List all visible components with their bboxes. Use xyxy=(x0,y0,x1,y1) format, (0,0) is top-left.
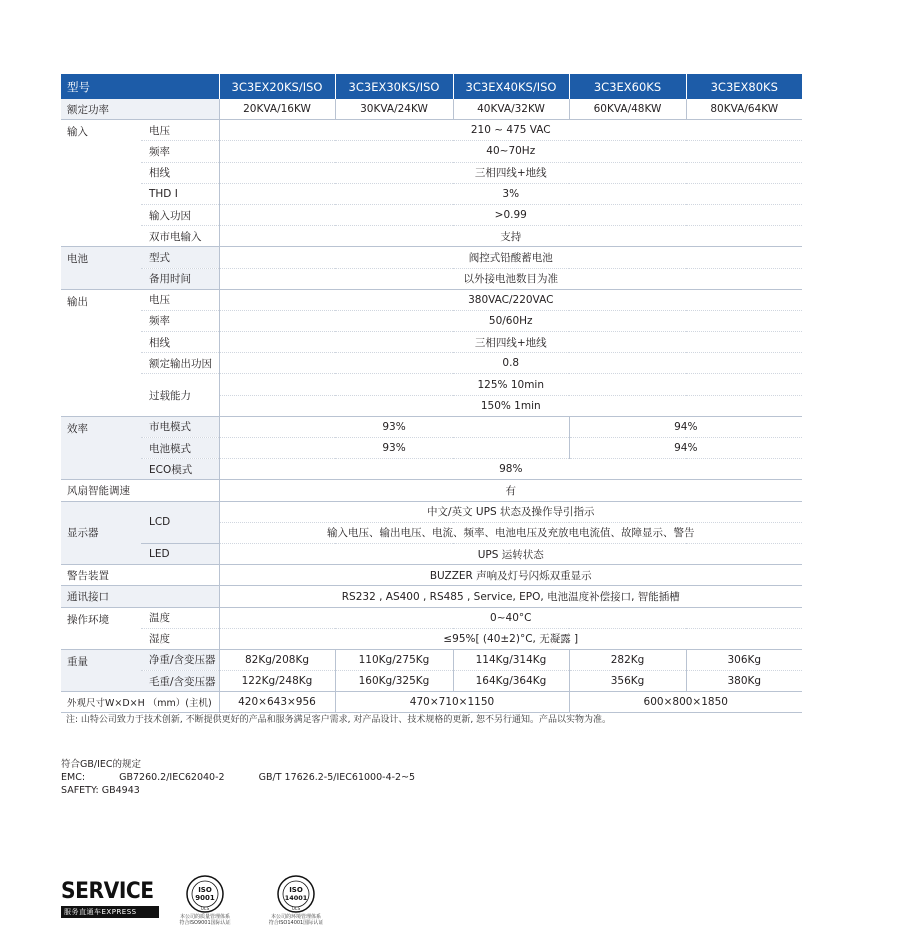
group-label: 重量 xyxy=(61,649,141,691)
svg-text:14001: 14001 xyxy=(284,894,308,902)
safety-line: SAFETY: GB4943 xyxy=(61,785,140,796)
table-row xyxy=(61,99,802,120)
sub-label: LED xyxy=(141,543,219,564)
table-row xyxy=(61,183,802,204)
sub-label: 频率 xyxy=(141,141,219,162)
sub-label: LCD xyxy=(141,501,219,543)
service-logo-text: SERVICE xyxy=(61,879,154,904)
row-label: 额定功率 xyxy=(61,99,219,120)
emc-label: EMC: xyxy=(61,772,86,783)
spec-table xyxy=(61,74,802,713)
sub-label: 毛重/含变压器 xyxy=(141,671,219,692)
cell: 210 ~ 475 VAC xyxy=(219,120,802,141)
cell: 470×710×1150 xyxy=(335,692,569,713)
table-row xyxy=(61,141,802,162)
cell: 114Kg/314Kg xyxy=(453,649,569,670)
cell: BUZZER 声响及灯号闪烁双重显示 xyxy=(219,565,802,586)
cell: 60KVA/48KW xyxy=(569,99,686,120)
cell: 0~40°C xyxy=(219,607,802,628)
sub-label: 净重/含变压器 xyxy=(141,649,219,670)
cell: 420×643×956 xyxy=(219,692,335,713)
cell: 150% 1min xyxy=(219,395,802,416)
sub-label: 湿度 xyxy=(141,628,219,649)
iso14001-caption: 本公司的环境管理体系 符合ISO14001国际认证 xyxy=(268,914,324,926)
table-row xyxy=(61,692,802,713)
footnote: 注: 山特公司致力于技术创新, 不断提供更好的产品和服务满足客户需求, 对产品设计、技术规格的更新, 恕不另行通知。产品以实物为准。 xyxy=(66,715,612,725)
sub-label: 电压 xyxy=(141,120,219,141)
cell: >0.99 xyxy=(219,204,802,225)
cell: 3% xyxy=(219,183,802,204)
sub-label: 相线 xyxy=(141,162,219,183)
table-row xyxy=(61,416,802,437)
sub-label: 温度 xyxy=(141,607,219,628)
sub-label: THD I xyxy=(141,183,219,204)
row-label: 风扇智能调速 xyxy=(61,480,219,501)
table-row xyxy=(61,332,802,353)
cell: 三相四线+地线 xyxy=(219,162,802,183)
cell: 有 xyxy=(219,480,802,501)
table-row xyxy=(61,120,802,141)
svg-text:ISO: ISO xyxy=(289,886,303,894)
cell: 98% xyxy=(219,459,802,480)
model-name: 3C3EX40KS/ISO xyxy=(453,74,569,99)
sub-label: ECO模式 xyxy=(141,459,219,480)
model-name: 3C3EX60KS xyxy=(569,74,686,99)
cell: 中文/英文 UPS 状态及操作导引指示 xyxy=(219,501,802,522)
iso14001-icon xyxy=(276,874,316,914)
emc-standard: GB7260.2/IEC62040-2 xyxy=(119,772,225,783)
iso9001-seal xyxy=(173,874,237,926)
table-row xyxy=(61,162,802,183)
cell: 20KVA/16KW xyxy=(219,99,335,120)
cell: 40KVA/32KW xyxy=(453,99,569,120)
sub-label: 相线 xyxy=(141,332,219,353)
group-label: 操作环境 xyxy=(61,607,141,649)
cell: 600×800×1850 xyxy=(569,692,802,713)
cell: 三相四线+地线 xyxy=(219,332,802,353)
table-row xyxy=(61,565,802,586)
table-row xyxy=(61,268,802,289)
table-row xyxy=(61,310,802,331)
standards-block xyxy=(61,758,415,797)
service-express-logo xyxy=(61,880,161,918)
svg-text:UCS: UCS xyxy=(200,906,210,911)
cell: 阀控式铅酸蓄电池 xyxy=(219,247,802,268)
emc-standard: GB/T 17626.2-5/IEC61000-4-2~5 xyxy=(258,772,416,783)
cell: 110Kg/275Kg xyxy=(335,649,453,670)
table-row xyxy=(61,628,802,649)
table-row xyxy=(61,607,802,628)
cell: 160Kg/325Kg xyxy=(335,671,453,692)
table-row xyxy=(61,649,802,670)
sub-label: 电池模式 xyxy=(141,438,219,459)
row-label: 外观尺寸W×D×H （mm）(主机) xyxy=(61,692,219,713)
cell: 40~70Hz xyxy=(219,141,802,162)
table-row xyxy=(61,226,802,247)
model-name: 3C3EX20KS/ISO xyxy=(219,74,335,99)
sub-label: 额定输出功因 xyxy=(141,353,219,374)
cell: 380VAC/220VAC xyxy=(219,289,802,310)
iso9001-caption: 本公司的质量管理体系 符合ISO9001国际认证 xyxy=(179,914,231,926)
sub-label: 双市电输入 xyxy=(141,226,219,247)
standards-title: 符合GB/IEC的规定 xyxy=(61,759,142,770)
model-header-label: 型号 xyxy=(61,74,219,99)
group-label: 电池 xyxy=(61,247,141,289)
cell: 94% xyxy=(569,416,802,437)
cell: 50/60Hz xyxy=(219,310,802,331)
table-row xyxy=(61,438,802,459)
sub-label: 过载能力 xyxy=(141,374,219,416)
cell: 80KVA/64KW xyxy=(686,99,802,120)
cell: 94% xyxy=(569,438,802,459)
table-row xyxy=(61,204,802,225)
cell: 30KVA/24KW xyxy=(335,99,453,120)
cell: 125% 10min xyxy=(219,374,802,395)
group-label: 显示器 xyxy=(61,501,141,565)
sub-label: 输入功因 xyxy=(141,204,219,225)
group-label: 效率 xyxy=(61,416,141,480)
group-label: 输出 xyxy=(61,289,141,416)
header-row xyxy=(61,74,802,99)
cell: 93% xyxy=(219,416,569,437)
row-label: 警告装置 xyxy=(61,565,219,586)
model-name: 3C3EX30KS/ISO xyxy=(335,74,453,99)
cell: RS232 , AS400 , RS485 , Service, EPO, 电池温度补偿接口, 智能插槽 xyxy=(219,586,802,607)
table-row xyxy=(61,543,802,564)
table-row xyxy=(61,586,802,607)
cell: 输入电压、输出电压、电流、频率、电池电压及充放电电流值、故障显示、警告 xyxy=(219,522,802,543)
table-row xyxy=(61,374,802,395)
iso9001-icon xyxy=(185,874,225,914)
sub-label: 电压 xyxy=(141,289,219,310)
table-row xyxy=(61,289,802,310)
row-label: 通讯接口 xyxy=(61,586,219,607)
sub-label: 市电模式 xyxy=(141,416,219,437)
service-logo-subtext: 服务直通车EXPRESS xyxy=(61,906,159,918)
table-row xyxy=(61,480,802,501)
emc-line xyxy=(61,771,415,784)
sub-label: 频率 xyxy=(141,310,219,331)
cell: 164Kg/364Kg xyxy=(453,671,569,692)
svg-text:UCS: UCS xyxy=(291,906,301,911)
model-name: 3C3EX80KS xyxy=(686,74,802,99)
table-row xyxy=(61,247,802,268)
cell: 支持 xyxy=(219,226,802,247)
cell: 380Kg xyxy=(686,671,802,692)
cell: 以外接电池数目为准 xyxy=(219,268,802,289)
svg-text:ISO: ISO xyxy=(198,886,212,894)
table-row xyxy=(61,501,802,522)
cell: 122Kg/248Kg xyxy=(219,671,335,692)
table-row xyxy=(61,459,802,480)
cell: ≤95%[ (40±2)°C, 无凝露 ] xyxy=(219,628,802,649)
cell: 356Kg xyxy=(569,671,686,692)
table-row xyxy=(61,671,802,692)
cell: UPS 运转状态 xyxy=(219,543,802,564)
cell: 0.8 xyxy=(219,353,802,374)
cell: 306Kg xyxy=(686,649,802,670)
table-row xyxy=(61,353,802,374)
sub-label: 备用时间 xyxy=(141,268,219,289)
svg-text:9001: 9001 xyxy=(195,894,215,902)
iso14001-seal xyxy=(264,874,328,926)
cell: 82Kg/208Kg xyxy=(219,649,335,670)
cell: 93% xyxy=(219,438,569,459)
sub-label: 型式 xyxy=(141,247,219,268)
group-label: 输入 xyxy=(61,120,141,247)
cell: 282Kg xyxy=(569,649,686,670)
